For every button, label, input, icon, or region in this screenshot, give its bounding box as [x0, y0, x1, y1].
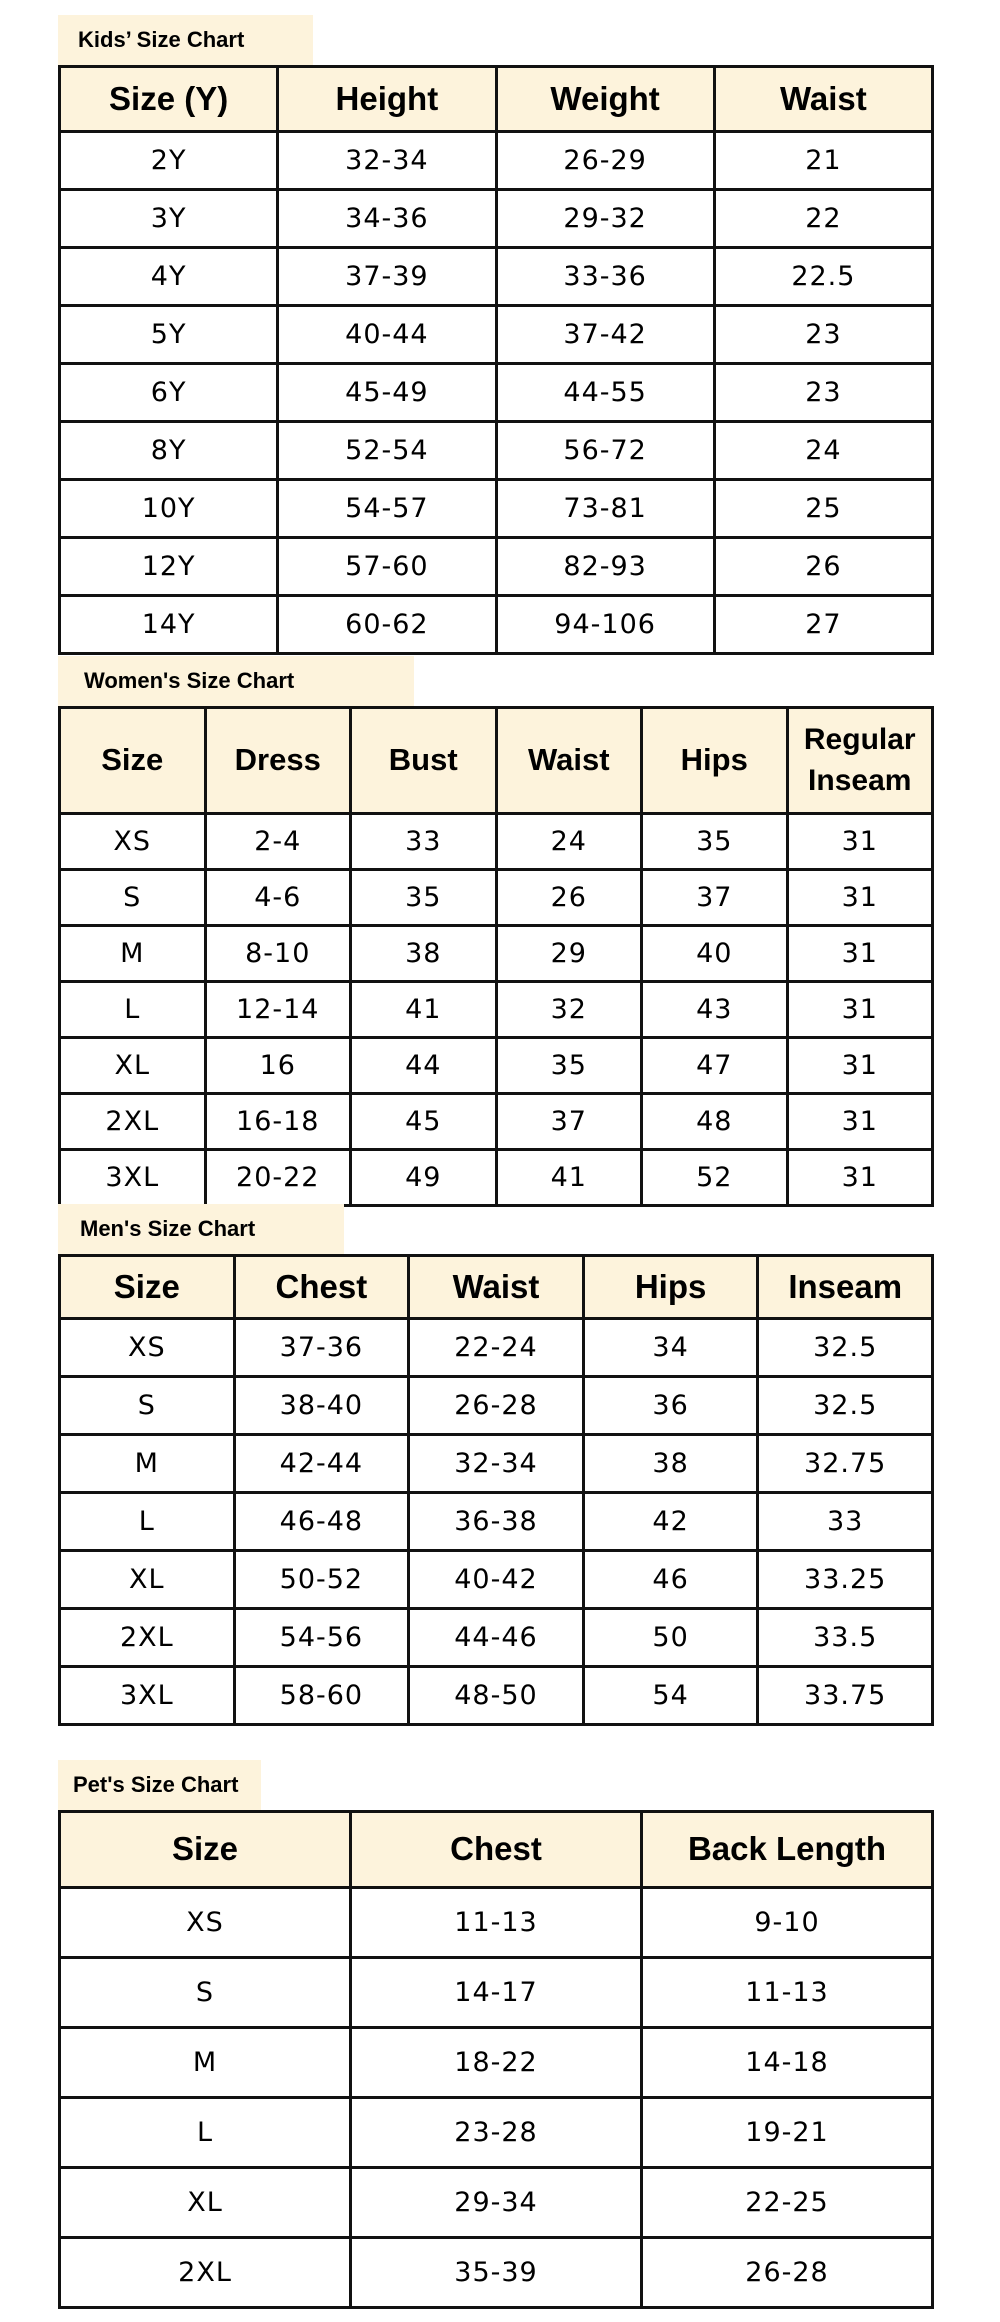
table-cell: 23	[714, 306, 932, 364]
table-cell: 23	[714, 364, 932, 422]
table-cell: 2-4	[205, 814, 351, 870]
table-cell: 52	[642, 1150, 788, 1206]
table-cell: 41	[351, 982, 497, 1038]
table-cell: 20-22	[205, 1150, 351, 1206]
table-cell: 33	[758, 1493, 933, 1551]
table-cell: 38	[583, 1435, 758, 1493]
table-cell: S	[60, 1958, 351, 2028]
header-row	[60, 67, 933, 132]
table-cell: 54-57	[278, 480, 496, 538]
table-row	[60, 1435, 933, 1493]
header-row	[60, 1256, 933, 1319]
header-row	[60, 1812, 933, 1888]
table-row	[60, 422, 933, 480]
table-cell: 49	[351, 1150, 497, 1206]
column-header: Height	[278, 67, 496, 132]
table-row	[60, 814, 933, 870]
table-cell: 37	[496, 1094, 642, 1150]
table-row	[60, 2098, 933, 2168]
column-header: Hips	[642, 708, 788, 814]
table-cell: L	[60, 1493, 235, 1551]
table-cell: 38	[351, 926, 497, 982]
table-cell: M	[60, 2028, 351, 2098]
table-cell: 3XL	[60, 1667, 235, 1725]
column-header: Waist	[409, 1256, 584, 1319]
table-cell: 56-72	[496, 422, 714, 480]
table-row	[60, 926, 933, 982]
table-cell: 18-22	[351, 2028, 642, 2098]
kids-size-table	[58, 65, 934, 655]
table-cell: 48	[642, 1094, 788, 1150]
table-cell: 43	[642, 982, 788, 1038]
table-cell: 47	[642, 1038, 788, 1094]
table-cell: 40-42	[409, 1551, 584, 1609]
table-cell: 8Y	[60, 422, 278, 480]
table-cell: S	[60, 870, 206, 926]
table-cell: M	[60, 1435, 235, 1493]
table-cell: 2XL	[60, 2238, 351, 2308]
table-cell: 42-44	[234, 1435, 409, 1493]
table-cell: 35	[351, 870, 497, 926]
table-cell: 24	[714, 422, 932, 480]
table-cell: 52-54	[278, 422, 496, 480]
table-cell: 14-18	[642, 2028, 933, 2098]
table-cell: 33-36	[496, 248, 714, 306]
table-cell: 33.5	[758, 1609, 933, 1667]
table-cell: 33.25	[758, 1551, 933, 1609]
table-cell: 31	[787, 1038, 933, 1094]
table-row	[60, 132, 933, 190]
table-cell: 46	[583, 1551, 758, 1609]
table-cell: 50	[583, 1609, 758, 1667]
table-cell: 32.5	[758, 1319, 933, 1377]
table-cell: 14-17	[351, 1958, 642, 2028]
table-cell: XL	[60, 2168, 351, 2238]
table-cell: 60-62	[278, 596, 496, 654]
table-cell: L	[60, 982, 206, 1038]
table-cell: 2Y	[60, 132, 278, 190]
table-cell: 32-34	[409, 1435, 584, 1493]
table-cell: 11-13	[642, 1958, 933, 2028]
table-row	[60, 364, 933, 422]
table-cell: 44-55	[496, 364, 714, 422]
column-header: Chest	[351, 1812, 642, 1888]
table-row	[60, 2168, 933, 2238]
table-cell: 2XL	[60, 1094, 206, 1150]
header-row	[60, 708, 933, 814]
table-cell: 36	[583, 1377, 758, 1435]
column-header: Hips	[583, 1256, 758, 1319]
table-cell: 10Y	[60, 480, 278, 538]
table-row	[60, 190, 933, 248]
table-cell: 22-25	[642, 2168, 933, 2238]
men-size-table	[58, 1254, 934, 1726]
table-cell: 40-44	[278, 306, 496, 364]
column-header: Chest	[234, 1256, 409, 1319]
table-cell: 37-42	[496, 306, 714, 364]
table-cell: 48-50	[409, 1667, 584, 1725]
table-cell: 23-28	[351, 2098, 642, 2168]
table-cell: 4-6	[205, 870, 351, 926]
table-cell: XL	[60, 1551, 235, 1609]
table-cell: 26	[496, 870, 642, 926]
table-cell: 37	[642, 870, 788, 926]
table-row	[60, 870, 933, 926]
table-cell: 33.75	[758, 1667, 933, 1725]
table-row	[60, 1319, 933, 1377]
table-cell: 46-48	[234, 1493, 409, 1551]
table-row	[60, 1667, 933, 1725]
table-cell: 82-93	[496, 538, 714, 596]
column-header: Weight	[496, 67, 714, 132]
table-cell: 44	[351, 1038, 497, 1094]
table-row	[60, 1094, 933, 1150]
table-cell: 34	[583, 1319, 758, 1377]
table-row	[60, 1609, 933, 1667]
table-cell: 26-28	[409, 1377, 584, 1435]
table-row	[60, 982, 933, 1038]
table-cell: XS	[60, 1319, 235, 1377]
men-chart-label: Men's Size Chart	[58, 1204, 344, 1254]
table-row	[60, 2028, 933, 2098]
table-cell: 35-39	[351, 2238, 642, 2308]
table-cell: 29-34	[351, 2168, 642, 2238]
table-cell: 6Y	[60, 364, 278, 422]
table-row	[60, 1038, 933, 1094]
column-header: Bust	[351, 708, 497, 814]
table-cell: 24	[496, 814, 642, 870]
table-cell: 45-49	[278, 364, 496, 422]
table-cell: 27	[714, 596, 932, 654]
table-cell: 32.75	[758, 1435, 933, 1493]
women-chart-label: Women's Size Chart	[58, 656, 414, 706]
column-header: Waist	[496, 708, 642, 814]
table-row	[60, 1888, 933, 1958]
table-cell: 32	[496, 982, 642, 1038]
table-row	[60, 596, 933, 654]
table-cell: 11-13	[351, 1888, 642, 1958]
table-cell: 45	[351, 1094, 497, 1150]
table-cell: 32-34	[278, 132, 496, 190]
table-row	[60, 2238, 933, 2308]
table-cell: 31	[787, 982, 933, 1038]
table-cell: S	[60, 1377, 235, 1435]
table-cell: 22.5	[714, 248, 932, 306]
table-cell: 31	[787, 926, 933, 982]
women-size-table	[58, 706, 934, 1207]
table-cell: 34-36	[278, 190, 496, 248]
pets-chart-label: Pet's Size Chart	[58, 1760, 261, 1810]
table-cell: 41	[496, 1150, 642, 1206]
column-header: Waist	[714, 67, 932, 132]
table-cell: 16	[205, 1038, 351, 1094]
table-cell: 12Y	[60, 538, 278, 596]
table-cell: 9-10	[642, 1888, 933, 1958]
table-cell: 2XL	[60, 1609, 235, 1667]
table-cell: 54-56	[234, 1609, 409, 1667]
table-cell: 44-46	[409, 1609, 584, 1667]
column-header: Back Length	[642, 1812, 933, 1888]
table-cell: L	[60, 2098, 351, 2168]
table-cell: 40	[642, 926, 788, 982]
table-cell: 42	[583, 1493, 758, 1551]
table-cell: 16-18	[205, 1094, 351, 1150]
table-cell: 58-60	[234, 1667, 409, 1725]
pets-size-table	[58, 1810, 934, 2309]
table-cell: 12-14	[205, 982, 351, 1038]
column-header: Inseam	[758, 1256, 933, 1319]
kids-chart-label: Kids’ Size Chart	[58, 15, 313, 65]
table-cell: 50-52	[234, 1551, 409, 1609]
column-header: Size (Y)	[60, 67, 278, 132]
table-cell: XL	[60, 1038, 206, 1094]
table-cell: 57-60	[278, 538, 496, 596]
table-cell: 26-29	[496, 132, 714, 190]
column-header: Size	[60, 708, 206, 814]
table-cell: 35	[642, 814, 788, 870]
column-header: Dress	[205, 708, 351, 814]
table-cell: 19-21	[642, 2098, 933, 2168]
table-cell: 8-10	[205, 926, 351, 982]
table-cell: 29-32	[496, 190, 714, 248]
table-cell: 26	[714, 538, 932, 596]
table-row	[60, 1377, 933, 1435]
table-cell: 31	[787, 1094, 933, 1150]
table-row	[60, 1493, 933, 1551]
table-cell: XS	[60, 814, 206, 870]
table-cell: 31	[787, 1150, 933, 1206]
table-cell: 31	[787, 814, 933, 870]
table-row	[60, 1551, 933, 1609]
table-cell: 36-38	[409, 1493, 584, 1551]
table-cell: 37-39	[278, 248, 496, 306]
table-cell: 94-106	[496, 596, 714, 654]
table-cell: 54	[583, 1667, 758, 1725]
table-cell: 3Y	[60, 190, 278, 248]
table-cell: 21	[714, 132, 932, 190]
table-cell: 14Y	[60, 596, 278, 654]
table-cell: 3XL	[60, 1150, 206, 1206]
table-row	[60, 306, 933, 364]
table-cell: 22-24	[409, 1319, 584, 1377]
table-cell: XS	[60, 1888, 351, 1958]
table-cell: 5Y	[60, 306, 278, 364]
table-cell: 22	[714, 190, 932, 248]
table-cell: 33	[351, 814, 497, 870]
table-cell: 26-28	[642, 2238, 933, 2308]
table-cell: 35	[496, 1038, 642, 1094]
table-cell: 32.5	[758, 1377, 933, 1435]
table-row	[60, 1150, 933, 1206]
column-header: Regular Inseam	[787, 708, 933, 814]
table-row	[60, 480, 933, 538]
table-cell: 29	[496, 926, 642, 982]
table-row	[60, 248, 933, 306]
table-cell: 31	[787, 870, 933, 926]
column-header: Size	[60, 1256, 235, 1319]
table-cell: 25	[714, 480, 932, 538]
table-cell: 73-81	[496, 480, 714, 538]
table-cell: M	[60, 926, 206, 982]
table-cell: 38-40	[234, 1377, 409, 1435]
table-cell: 37-36	[234, 1319, 409, 1377]
table-cell: 4Y	[60, 248, 278, 306]
table-row	[60, 538, 933, 596]
table-row	[60, 1958, 933, 2028]
column-header: Size	[60, 1812, 351, 1888]
